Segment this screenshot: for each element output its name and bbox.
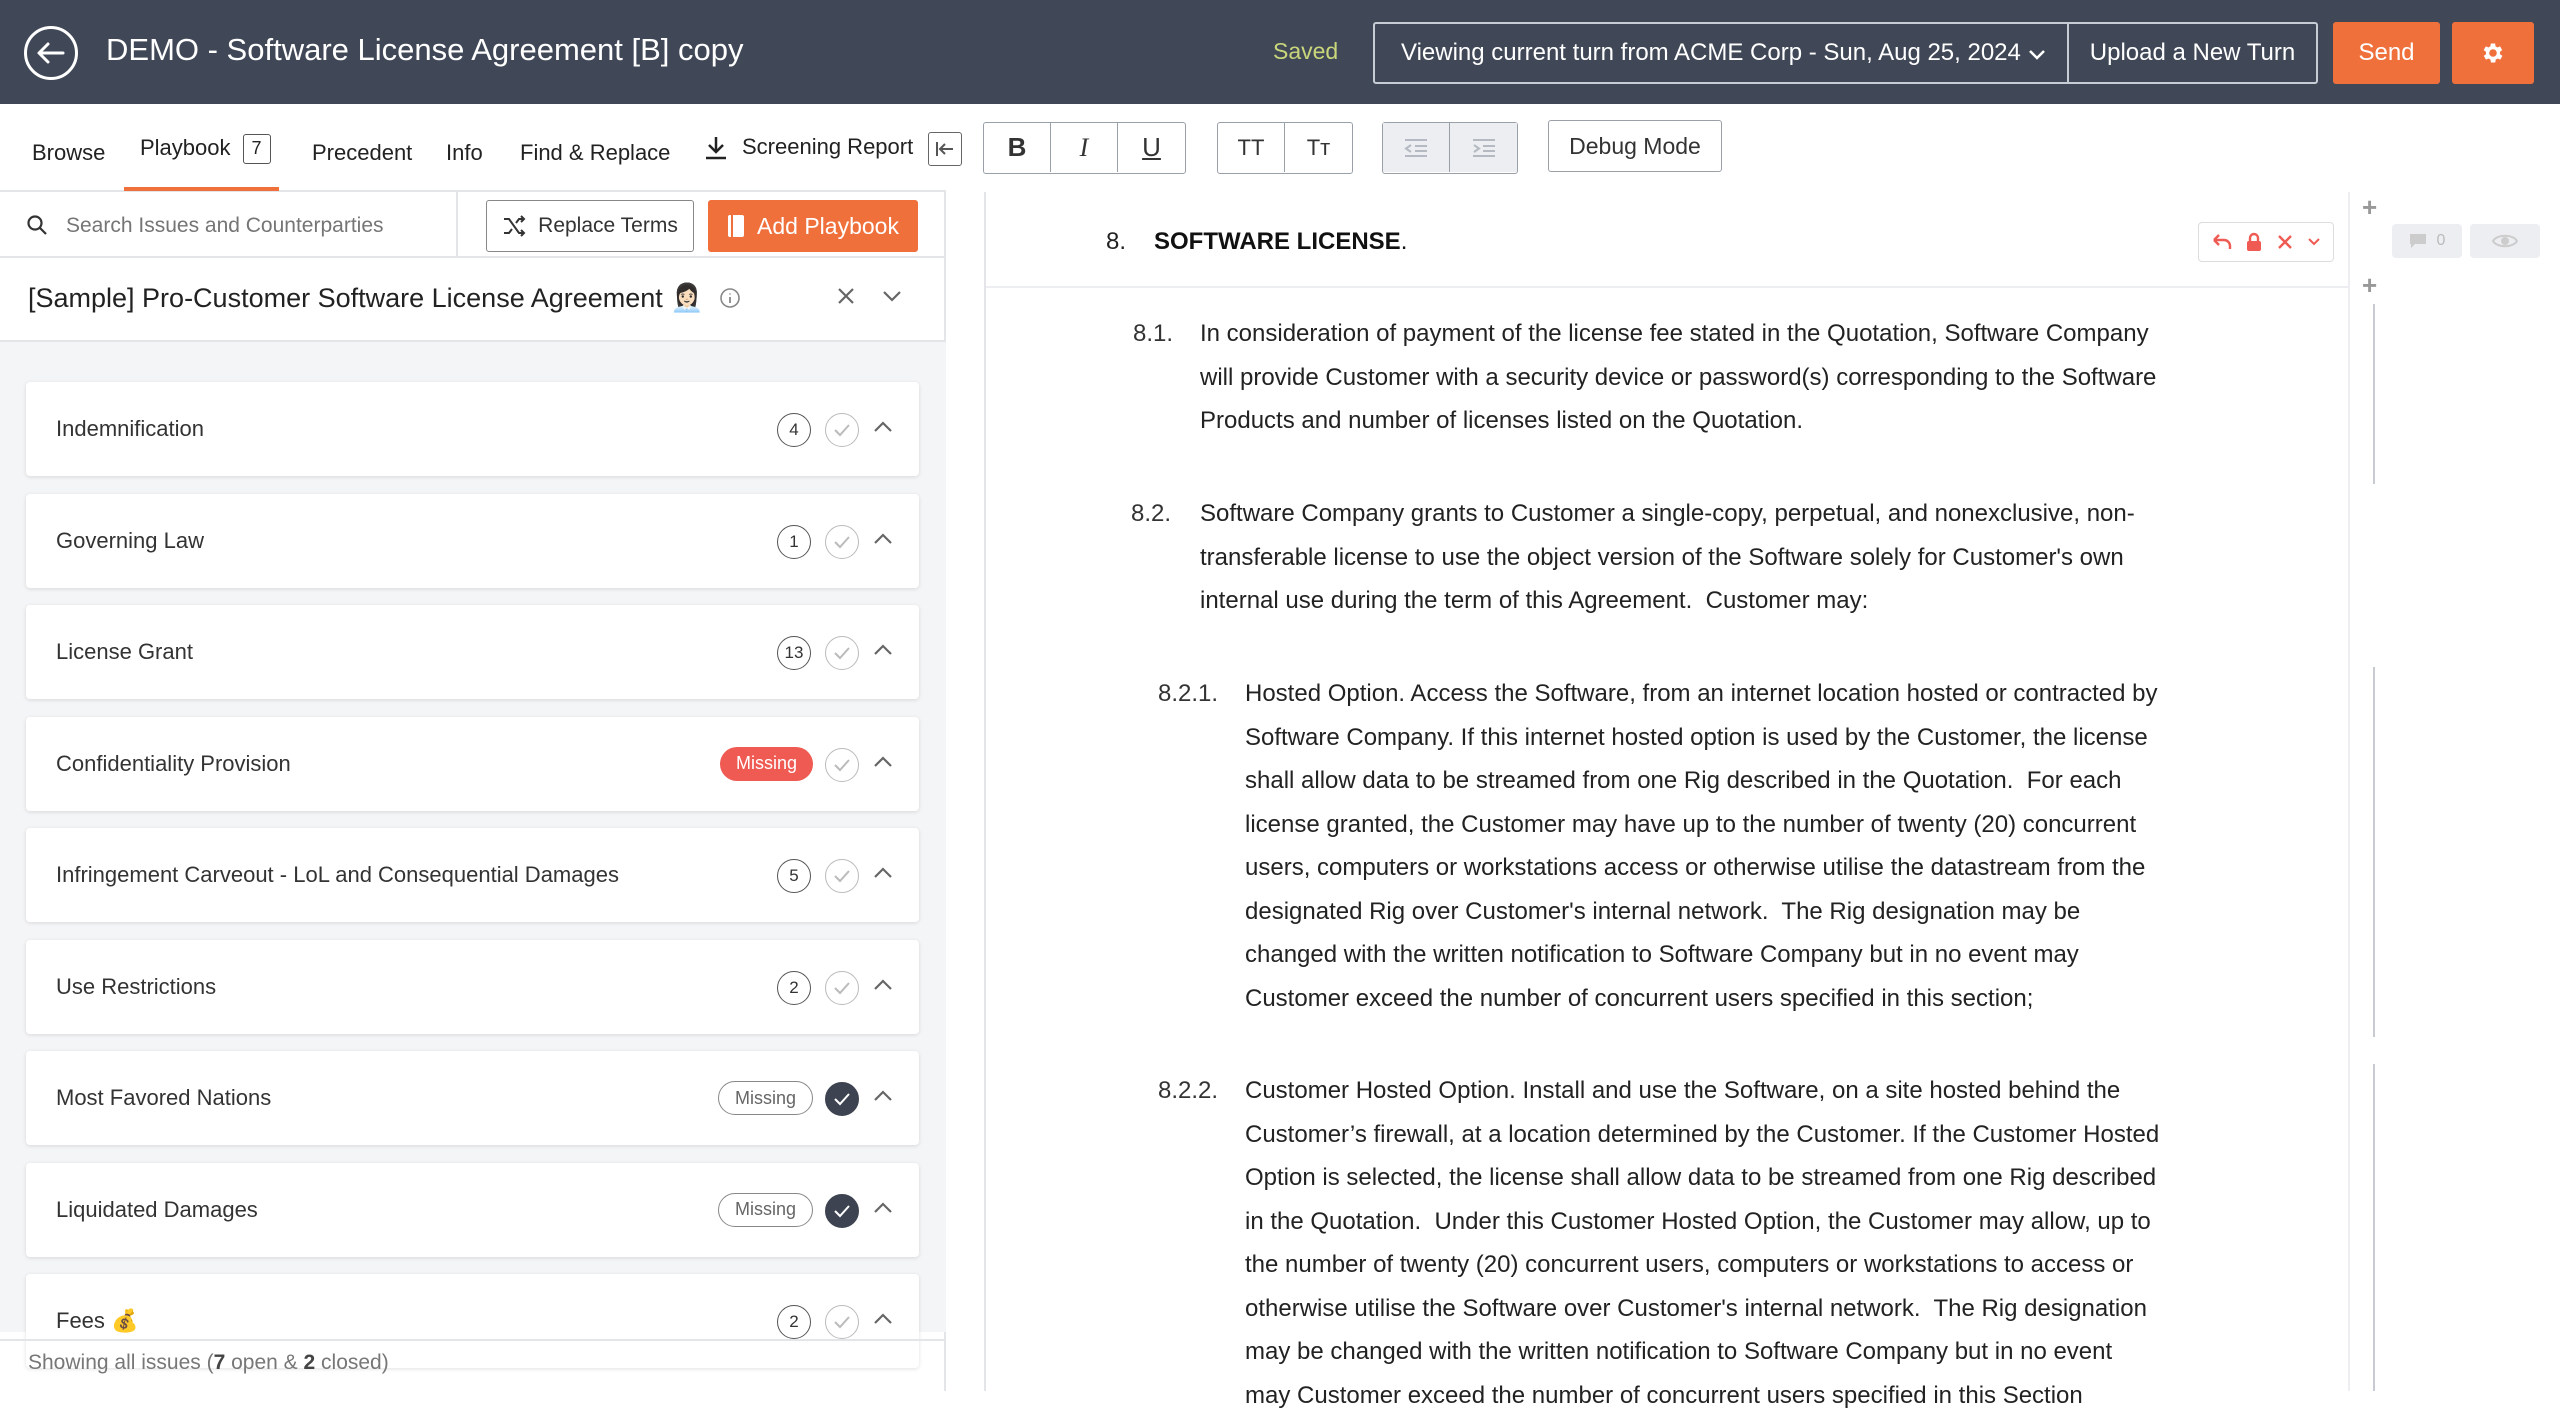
clause-line: Software Company grants to Customer a single-copy, perpetual, and nonexclusive, non- bbox=[1200, 492, 2135, 536]
replace-terms-label: Replace Terms bbox=[538, 214, 678, 238]
expand-issue-button[interactable] bbox=[872, 1085, 894, 1112]
reject-icon[interactable] bbox=[2276, 233, 2294, 251]
clause-line: may Customer exceed the number of concurrent users specified in this Section bbox=[1245, 1374, 2159, 1417]
playbook-title-text: [Sample] Pro-Customer Software License Agreement 👩🏻‍💼 bbox=[28, 283, 704, 313]
check-icon bbox=[833, 535, 851, 549]
issue-card[interactable] bbox=[26, 382, 919, 476]
visibility-toggle[interactable] bbox=[2470, 224, 2540, 258]
outdent-button[interactable] bbox=[1383, 123, 1450, 172]
indent-button[interactable] bbox=[1450, 123, 1517, 172]
search-input[interactable] bbox=[66, 206, 446, 246]
issue-card[interactable] bbox=[26, 940, 919, 1034]
clause-line: will provide Customer with a security device or password(s) corresponding to the Software bbox=[1200, 356, 2156, 400]
footer-prefix: Showing all issues ( bbox=[28, 1351, 214, 1374]
undo-icon[interactable] bbox=[2212, 233, 2232, 251]
issue-count-badge: 13 bbox=[777, 636, 811, 670]
tab-screening-label: Screening Report bbox=[742, 134, 913, 159]
check-icon bbox=[833, 1092, 851, 1106]
clause-line: Customer exceed the number of concurrent users specified in this section; bbox=[1245, 977, 2158, 1021]
tab-browse[interactable]: Browse bbox=[32, 140, 105, 166]
expand-issue-button[interactable] bbox=[872, 416, 894, 443]
clause-text[interactable] bbox=[1200, 312, 2156, 443]
tab-precedent[interactable]: Precedent bbox=[312, 140, 412, 166]
expand-issue-button[interactable] bbox=[872, 639, 894, 666]
text-style-group bbox=[983, 122, 1186, 174]
check-icon bbox=[833, 981, 851, 995]
clause-line: changed with the written notification to Software Company but in no event may bbox=[1245, 933, 2158, 977]
debug-mode-button[interactable]: Debug Mode bbox=[1548, 120, 1722, 172]
saved-status: Saved bbox=[1273, 38, 1338, 65]
gear-icon bbox=[2480, 40, 2506, 66]
clause-number: 8.1. bbox=[1133, 312, 1173, 356]
check-icon bbox=[833, 869, 851, 883]
resolve-check-button[interactable] bbox=[825, 1305, 859, 1339]
resolve-check-button[interactable] bbox=[825, 525, 859, 559]
eye-icon bbox=[2492, 233, 2518, 249]
search-icon bbox=[26, 214, 48, 236]
rail-line bbox=[2373, 667, 2375, 1037]
clause-line: internal use during the term of this Agreement. Customer may: bbox=[1200, 579, 2135, 623]
chevron-up-icon bbox=[872, 751, 894, 773]
issue-label: Confidentiality Provision bbox=[56, 751, 291, 777]
resolve-check-button[interactable] bbox=[825, 971, 859, 1005]
section-number: 8. bbox=[1106, 228, 1126, 256]
footer-open-count: 7 bbox=[214, 1351, 226, 1374]
footer-closed-count: 2 bbox=[304, 1351, 316, 1374]
clause-line: designated Rig over Customer's internal network. The Rig designation may be bbox=[1245, 890, 2158, 934]
clause-line: Products and number of licenses listed on the Quotation. bbox=[1200, 399, 2156, 443]
expand-issue-button[interactable] bbox=[872, 1308, 894, 1335]
top-bar bbox=[0, 0, 2560, 104]
turn-select-label: Viewing current turn from ACME Corp - Sun, Aug 25, 2024 bbox=[1401, 39, 2021, 67]
chevron-down-icon bbox=[2027, 44, 2047, 64]
chevron-up-icon bbox=[872, 1197, 894, 1219]
issue-card[interactable] bbox=[26, 605, 919, 699]
clause-line: the number of twenty (20) concurrent users, computers or workstations to access or bbox=[1245, 1243, 2159, 1287]
bold-button[interactable]: B bbox=[984, 123, 1051, 172]
check-icon bbox=[833, 423, 851, 437]
clause-line: license granted, the Customer may have up to the number of twenty (20) concurrent bbox=[1245, 803, 2158, 847]
expand-issue-button[interactable] bbox=[872, 528, 894, 555]
underline-button[interactable]: U bbox=[1118, 123, 1185, 172]
expand-issue-button[interactable] bbox=[872, 1197, 894, 1224]
uppercase-button[interactable]: TT bbox=[1218, 123, 1285, 172]
tab-find-replace[interactable]: Find & Replace bbox=[520, 140, 670, 166]
clause-line: transferable license to use the object version of the Software solely for Customer's own bbox=[1200, 536, 2135, 580]
check-icon bbox=[833, 1315, 851, 1329]
clause-number: 8.2.1. bbox=[1158, 672, 1218, 716]
clause-line: Hosted Option. Access the Software, from an internet location hosted or contracted by bbox=[1245, 672, 2158, 716]
add-comment-plus-icon[interactable]: + bbox=[2362, 270, 2377, 301]
clause-line: Option is selected, the license shall allow data to be streamed from one Rig described bbox=[1245, 1156, 2159, 1200]
lock-icon[interactable] bbox=[2245, 232, 2263, 252]
add-playbook-button[interactable] bbox=[708, 200, 918, 252]
issue-count-badge: 2 bbox=[777, 1305, 811, 1339]
comment-icon bbox=[2409, 233, 2427, 249]
resolve-check-button[interactable] bbox=[825, 413, 859, 447]
check-icon bbox=[833, 646, 851, 660]
issue-count-badge: 1 bbox=[777, 525, 811, 559]
issue-label: Indemnification bbox=[56, 416, 204, 442]
titlecase-button[interactable]: Tт bbox=[1285, 123, 1352, 172]
book-icon bbox=[727, 214, 745, 238]
clause-number: 8.2.2. bbox=[1158, 1069, 1218, 1113]
issue-count-badge: 4 bbox=[777, 413, 811, 447]
issue-label: Use Restrictions bbox=[56, 974, 216, 1000]
info-icon[interactable] bbox=[719, 287, 741, 309]
sidebar-tabs bbox=[0, 104, 946, 192]
check-icon bbox=[833, 1204, 851, 1218]
comment-count: 0 bbox=[2437, 232, 2446, 250]
tab-screening-report[interactable] bbox=[704, 134, 913, 161]
settings-button[interactable] bbox=[2452, 22, 2534, 84]
issues-list bbox=[0, 342, 946, 1332]
issue-card[interactable] bbox=[26, 828, 919, 922]
expand-issue-button[interactable] bbox=[872, 974, 894, 1001]
back-button[interactable] bbox=[24, 26, 78, 80]
missing-badge: Missing bbox=[720, 747, 813, 781]
clause-line: Customer Hosted Option. Install and use the Software, on a site hosted behind the bbox=[1245, 1069, 2159, 1113]
expand-issue-button[interactable] bbox=[872, 862, 894, 889]
issue-label: Most Favored Nations bbox=[56, 1085, 271, 1111]
collapse-left-icon bbox=[935, 140, 955, 158]
resolve-check-button[interactable] bbox=[825, 859, 859, 893]
resolve-check-button[interactable] bbox=[825, 1194, 859, 1228]
missing-badge: Missing bbox=[718, 1081, 813, 1115]
tab-info[interactable]: Info bbox=[446, 140, 483, 166]
resolve-check-button[interactable] bbox=[825, 1082, 859, 1116]
comment-count-pill[interactable] bbox=[2392, 224, 2462, 258]
rail-line bbox=[2373, 1064, 2375, 1391]
chevron-up-icon bbox=[872, 416, 894, 438]
indent-group bbox=[1382, 122, 1518, 174]
issues-status-footer bbox=[0, 1339, 946, 1391]
turn-select[interactable] bbox=[1373, 22, 2069, 84]
add-playbook-label: Add Playbook bbox=[757, 213, 899, 240]
issue-card[interactable] bbox=[26, 1163, 919, 1257]
active-tab-indicator bbox=[124, 187, 279, 191]
section-title-text: SOFTWARE LICENSE bbox=[1154, 228, 1401, 255]
chevron-up-icon bbox=[872, 862, 894, 884]
issue-card[interactable] bbox=[26, 717, 919, 811]
case-group bbox=[1217, 122, 1353, 174]
footer-suffix: closed) bbox=[315, 1351, 389, 1374]
outdent-icon bbox=[1403, 137, 1429, 159]
playbook-count-badge: 7 bbox=[243, 134, 271, 164]
right-rail bbox=[2348, 192, 2560, 1391]
issue-label: Governing Law bbox=[56, 528, 204, 554]
add-comment-plus-icon[interactable]: + bbox=[2362, 192, 2377, 223]
clause-line: in the Quotation. Under this Customer Hosted Option, the Customer may allow, up to bbox=[1245, 1200, 2159, 1244]
italic-button[interactable]: I bbox=[1051, 123, 1118, 172]
clause-line: In consideration of payment of the license fee stated in the Quotation, Software Company bbox=[1200, 312, 2156, 356]
clause-line: users, computers or workstations access or otherwise utilise the datastream from the bbox=[1245, 846, 2158, 890]
download-icon bbox=[704, 135, 728, 161]
issue-count-badge: 2 bbox=[777, 971, 811, 1005]
collapse-sidebar-button[interactable] bbox=[928, 132, 962, 166]
chevron-up-icon bbox=[872, 1308, 894, 1330]
chevron-up-icon bbox=[872, 1085, 894, 1107]
footer-mid: open & bbox=[225, 1351, 303, 1374]
tab-playbook[interactable] bbox=[140, 134, 271, 164]
resolve-check-button[interactable] bbox=[825, 636, 859, 670]
clause-line: otherwise utilise the Software over Customer's internal network. The Rig designation bbox=[1245, 1287, 2159, 1331]
clause-text[interactable] bbox=[1245, 672, 2158, 1020]
section-title bbox=[1154, 228, 1407, 256]
issue-count-badge: 5 bbox=[777, 859, 811, 893]
chevron-down-icon[interactable] bbox=[880, 284, 904, 308]
document-title: DEMO - Software License Agreement [B] copy bbox=[106, 32, 744, 68]
clause-line: shall allow data to be streamed from one Rig described in the Quotation. For each bbox=[1245, 759, 2158, 803]
chevron-up-icon bbox=[872, 639, 894, 661]
issue-label: Liquidated Damages bbox=[56, 1197, 258, 1223]
clause-line: Customer’s firewall, at a location determined by the Customer. If the Customer Hosted bbox=[1245, 1113, 2159, 1157]
divider bbox=[456, 192, 458, 258]
section-title-period: . bbox=[1401, 228, 1408, 255]
search-row bbox=[0, 192, 946, 258]
indent-icon bbox=[1471, 137, 1497, 159]
resolve-check-button[interactable] bbox=[825, 748, 859, 782]
section-header bbox=[986, 192, 2350, 288]
tab-playbook-label: Playbook bbox=[140, 135, 231, 160]
replace-terms-button[interactable] bbox=[486, 200, 694, 252]
playbook-title bbox=[28, 282, 741, 314]
document-editor[interactable] bbox=[984, 192, 2348, 1391]
playbook-header bbox=[0, 258, 946, 342]
shuffle-icon bbox=[502, 215, 526, 237]
rail-line bbox=[2373, 304, 2375, 484]
send-button[interactable]: Send bbox=[2333, 22, 2440, 84]
clause-line: Software Company. If this internet hosted option is used by the Customer, the license bbox=[1245, 716, 2158, 760]
chevron-up-icon bbox=[872, 974, 894, 996]
issue-label: Fees 💰 bbox=[56, 1308, 138, 1334]
chevron-down-icon[interactable] bbox=[2307, 235, 2321, 249]
chevron-up-icon bbox=[872, 528, 894, 550]
issue-label: License Grant bbox=[56, 639, 193, 665]
clause-text[interactable] bbox=[1245, 1069, 2159, 1417]
section-actions bbox=[2198, 222, 2334, 262]
issue-card[interactable] bbox=[26, 1051, 919, 1145]
expand-issue-button[interactable] bbox=[872, 751, 894, 778]
issue-label: Infringement Carveout - LoL and Consequential Damages bbox=[56, 862, 619, 888]
upload-new-turn-button[interactable]: Upload a New Turn bbox=[2067, 22, 2318, 84]
issue-card[interactable] bbox=[26, 494, 919, 588]
playbook-sidebar bbox=[0, 192, 946, 1391]
clause-line: may be changed with the written notification to Software Company but in no event bbox=[1245, 1330, 2159, 1374]
clause-number: 8.2. bbox=[1131, 492, 1171, 536]
close-icon[interactable] bbox=[834, 284, 858, 308]
arrow-left-icon bbox=[37, 42, 65, 64]
clause-text[interactable] bbox=[1200, 492, 2135, 623]
missing-badge: Missing bbox=[718, 1193, 813, 1227]
check-icon bbox=[833, 758, 851, 772]
